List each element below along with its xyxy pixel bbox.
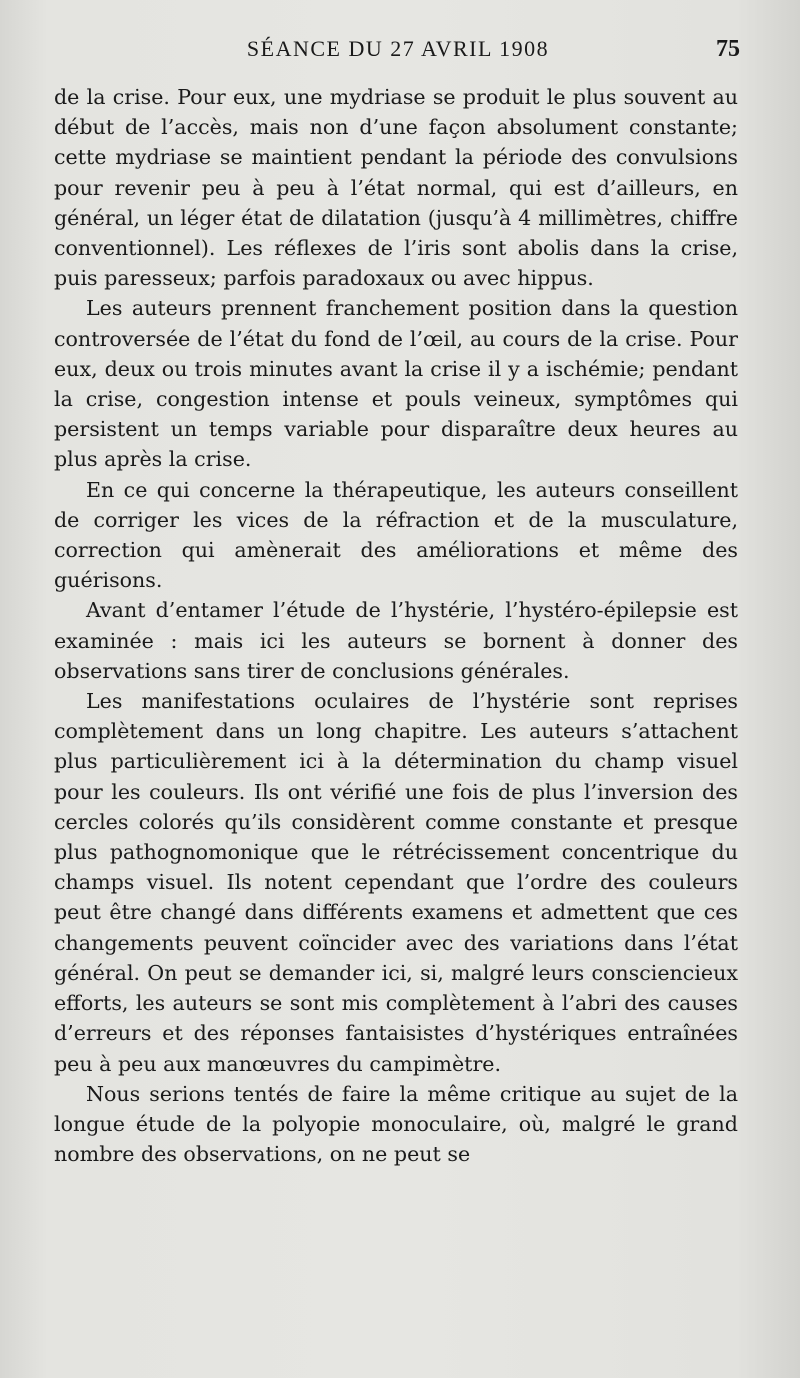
page-number: 75 — [716, 36, 740, 62]
paragraph-6: Nous serions tentés de faire la même critique au sujet de la longue étude de la polyopie monoculaire, où, malgré le grand nombre des observations, on ne peut se — [54, 1081, 738, 1167]
paragraph-5: Les manifestations oculaires de l’hystérie sont reprises complètement dans un long chapitre. Les auteurs s’attachent plus particulièrement ici à la détermination du champ visuel pour les couleurs. Ils ont vérifié une fois de plus l’inversion des cercles colorés qu’ils considèrent comme constante et presque plus pathognomonique que le rétrécissement concentrique du champs visuel. Ils notent cependant que l’ordre des couleurs peut être changé dans différents examens et admettent que ces changements peuvent coïncider avec des variations dans l’état général. On peut se demander ici, si, malgré leurs consciencieux efforts, les auteurs se sont mis complètement à l’abri des causes d’erreurs et des réponses fantaisistes d’hystériques entraînées peu à peu aux manœuvres du campimètre. — [54, 689, 738, 1076]
paragraph-1: de la crise. Pour eux, une mydriase se produit le plus souvent au début de l’accès, mais non d’une façon absolument constante; cette mydriase se maintient pendant la période des convulsions pour revenir peu à peu à l’état normal, qui est d’ailleurs, en général, un léger état de dilatation (jusqu’à 4 millimètres, chiffre conventionnel). Les réflexes de l’iris sont abolis dans la crise, puis paresseux; parfois paradoxaux ou avec hippus. — [54, 85, 738, 291]
body-text — [54, 82, 738, 1169]
paragraph-3: En ce qui concerne la thérapeutique, les auteurs conseillent de corriger les vices de la réfraction et de la musculature, correction qui amènerait des améliorations et même des guérisons. — [54, 477, 738, 593]
paragraph-2: Les auteurs prennent franchement position dans la question controversée de l’état du fond de l’œil, au cours de la crise. Pour eux, deux ou trois minutes avant la crise il y a ischémie; pendant la crise, congestion intense et pouls veineux, symptômes qui persistent un temps variable pour disparaître deux heures au plus après la crise. — [54, 296, 738, 472]
paragraph-4: Avant d’entamer l’étude de l’hystérie, l’hystéro-épilepsie est examinée : mais ici les auteurs se bornent à donner des observations sans tirer de conclusions générales. — [54, 598, 738, 683]
running-head: SÉANCE DU 27 AVRIL 1908 — [246, 36, 550, 61]
page-header — [56, 36, 740, 72]
